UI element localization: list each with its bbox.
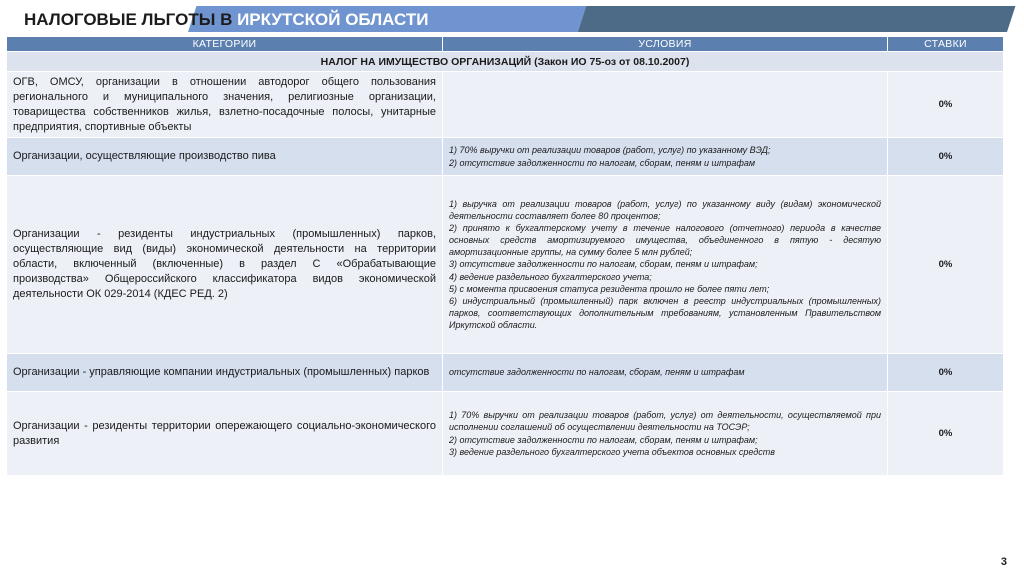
condition-item: 2) принято к бухгалтерскому учету в течение налогового (отчетного) периода в качестве основных средств амортизируемого имущества, объединенного в пятую - десятую амортизационные группы, на сумму более 5 млн рублей;	[449, 223, 881, 258]
section-title: НАЛОГ НА ИМУЩЕСТВО ОРГАНИЗАЦИЙ (Закон ИО 75-оз от 08.10.2007)	[7, 52, 1004, 72]
condition-item: 2) отсутствие задолженности по налогам, сборам, пеням и штрафам	[449, 157, 756, 168]
conditions-cell	[443, 138, 888, 176]
category-cell: Организации - управляющие компании индустриальных (промышленных) парков	[7, 354, 443, 392]
condition-item: 5) с момента присвоения статуса резидента прошло не более пяти лет;	[449, 283, 770, 294]
category-cell: Организации - резиденты индустриальных (промышленных) парков, осуществляющие вид (виды) экономической деятельности на территории области, включенный (включенные) в раздел С «Обрабатывающие производства» Общероссийского классификатора видов экономической деятельности ОК 029-2014 (КДЕС РЕД. 2)	[7, 176, 443, 354]
table-row	[7, 354, 1004, 392]
section-row	[7, 52, 1004, 72]
page-number: 3	[1000, 556, 1007, 568]
condition-item: 3) ведение раздельного бухгалтерского учета объектов основных средств	[449, 446, 775, 457]
title-part-1: НАЛОГОВЫЕ ЛЬГОТЫ В	[24, 10, 238, 29]
condition-item: 1) выручка от реализации товаров (работ, услуг) по указанному виду (видам) экономической деятельности составляет более 80 процентов;	[449, 198, 881, 222]
tax-benefits-table	[6, 36, 1004, 476]
table-row	[7, 392, 1004, 476]
column-header-categories: КАТЕГОРИИ	[7, 37, 443, 52]
column-header-conditions: УСЛОВИЯ	[443, 37, 888, 52]
rate-cell: 0%	[888, 176, 1004, 354]
table-row	[7, 72, 1004, 138]
title-part-2: ИРКУТСКОЙ ОБЛАСТИ	[237, 10, 429, 29]
conditions-cell	[443, 176, 888, 354]
page-title	[24, 7, 428, 33]
table-row	[7, 176, 1004, 354]
condition-item: 1) 70% выручки от реализации товаров (работ, услуг) по указанному ВЭД;	[449, 145, 771, 156]
category-cell: Организации, осуществляющие производство пива	[7, 138, 443, 176]
table-row	[7, 138, 1004, 176]
table-header-row	[7, 37, 1004, 52]
category-cell: ОГВ, ОМСУ, организации в отношении автодорог общего пользования регионального и муниципального значения, религиозные организации, товарищества собственников жилья, взлетно-посадочные полосы, унитарные предприятия, спортивные объекты	[7, 72, 443, 138]
rate-cell: 0%	[888, 354, 1004, 392]
condition-item: 4) ведение раздельного бухгалтерского учета;	[449, 271, 652, 282]
rate-cell: 0%	[888, 138, 1004, 176]
conditions-cell	[443, 354, 888, 392]
condition-item: 6) индустриальный (промышленный) парк включен в реестр индустриальных (промышленных) парков, соответствующих дополнительным требованиям, установленным Правительством Иркутской области.	[449, 295, 881, 330]
condition-item: 2) отсутствие задолженности по налогам, сборам, пеням и штрафам;	[449, 434, 758, 445]
rate-cell: 0%	[888, 72, 1004, 138]
conditions-cell	[443, 392, 888, 476]
category-cell: Организации - резиденты территории опережающего социально-экономического развития	[7, 392, 443, 476]
condition-item: 3) отсутствие задолженности по налогам, сборам, пеням и штрафам;	[449, 259, 758, 270]
column-header-rates: СТАВКИ	[888, 37, 1004, 52]
rate-cell: 0%	[888, 392, 1004, 476]
condition-item: 1) 70% выручки от реализации товаров (работ, услуг) от деятельности, осуществляемой при исполнении соглашений об осуществлении деятельности на ТОСЭР;	[449, 410, 881, 433]
condition-item: отсутствие задолженности по налогам, сборам, пеням и штрафам	[449, 367, 745, 378]
title-banner	[0, 0, 1024, 34]
conditions-cell	[443, 72, 888, 138]
